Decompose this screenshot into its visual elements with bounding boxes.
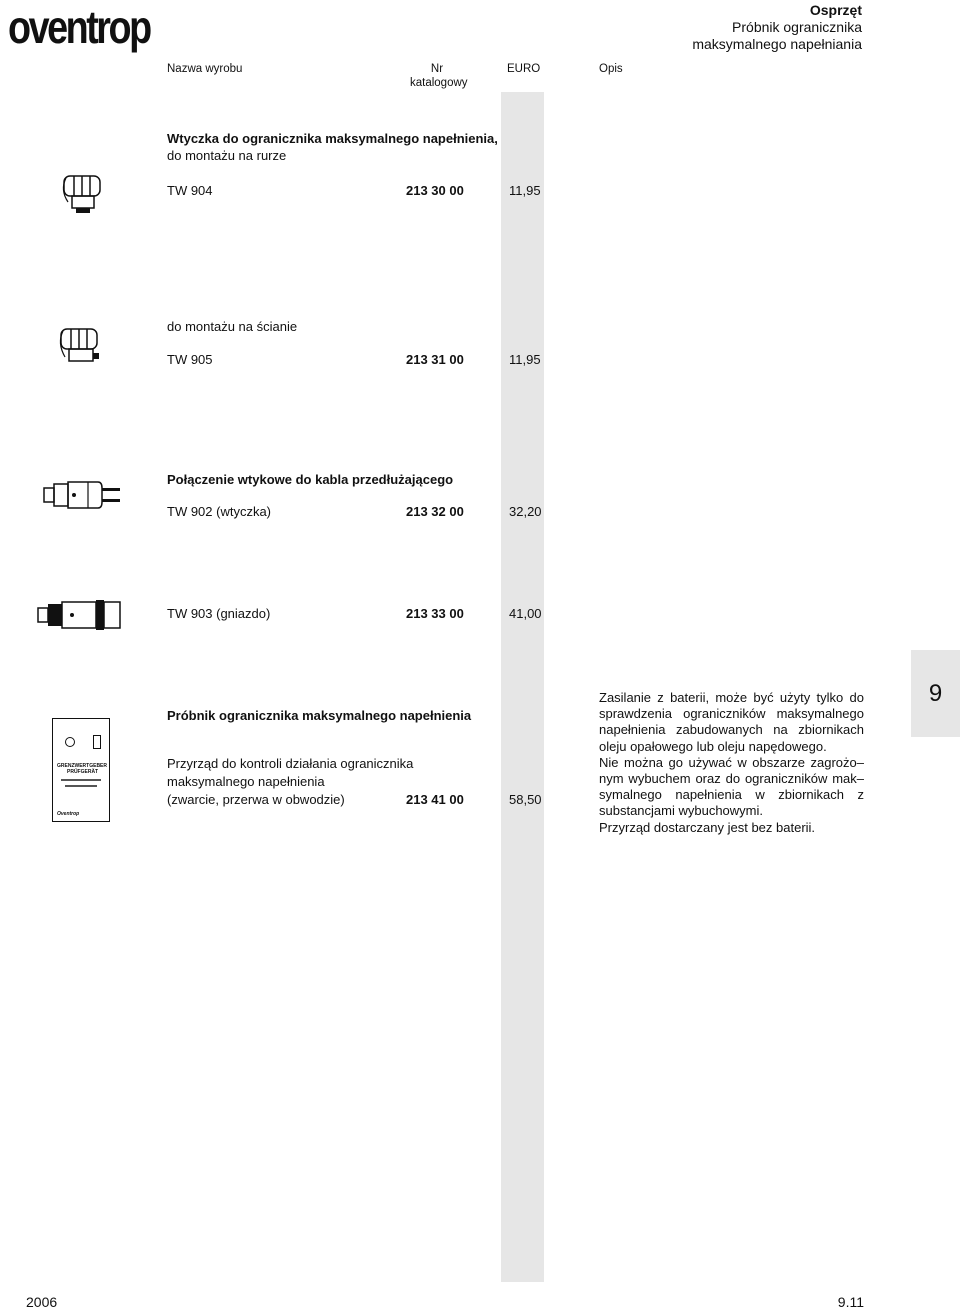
product-name: TW 904 (167, 183, 213, 198)
header-title-line2: Próbnik ogranicznika (732, 19, 862, 35)
product-catalog-number: 213 30 00 (406, 183, 464, 198)
product-notes (599, 690, 864, 836)
product-catalog-number: 213 31 00 (406, 352, 464, 367)
notes-paragraph: Przyrząd dostarczany jest bez baterii. (599, 819, 816, 835)
footer-page-number: 9.11 (837, 1294, 864, 1310)
column-header-euro: EURO (507, 63, 541, 75)
product-price: 58,50 (509, 792, 542, 807)
column-header-name: Nazwa wyrobu (167, 63, 243, 75)
product-heading: Próbnik ogranicznika maksymalnego napełnienia (167, 708, 472, 723)
product-heading: Wtyczka do ogranicznika maksymalnego napełnienia, (167, 131, 498, 146)
column-header-desc: Opis (599, 63, 623, 75)
price-column-band (501, 92, 544, 1282)
device-label-1: GRENZWERTGEBER (57, 763, 107, 769)
product-name: (zwarcie, przerwa w obwodzie) (167, 792, 345, 807)
product-catalog-number: 213 32 00 (406, 504, 464, 519)
notes-paragraph: Zasilanie z baterii, może być użyty tylko do sprawdzenia ograniczników maksymalnego napełnienia zabudowanych na zbiornikach oleju opałowego lub oleju napędowego. (599, 690, 864, 754)
plug-pipe-icon (58, 168, 108, 216)
product-price: 11,95 (509, 183, 541, 198)
product-subheading: do montażu na rurze (167, 148, 287, 163)
product-name: TW 905 (167, 352, 213, 367)
product-price: 41,00 (509, 606, 542, 621)
extension-plug-icon (42, 478, 124, 514)
product-price: 32,20 (509, 504, 542, 519)
product-catalog-number: 213 33 00 (406, 606, 464, 621)
device-text-line (65, 785, 97, 787)
device-text-line (61, 779, 101, 781)
indicator-lamp-icon (65, 737, 75, 747)
device-brand: Oventrop (57, 811, 80, 817)
header-title-line1: Osprzęt (809, 2, 862, 18)
product-price: 11,95 (509, 352, 541, 367)
tester-device-illustration (52, 718, 110, 822)
extension-socket-icon (36, 598, 124, 634)
product-name: TW 902 (wtyczka) (167, 504, 272, 519)
product-name: TW 903 (gniazdo) (167, 606, 271, 621)
page-header-title (692, 2, 862, 53)
device-label-2: PRÜFGERÄT (67, 769, 99, 775)
product-description-line: maksymalnego napełnienia (167, 774, 325, 789)
notes-paragraph: Nie można go używać w obszarze zagrożo– nym wybuchem oraz do ograniczników mak– symalnego napełnienia w zbiornikach z substancjami wybuchowymi. (599, 754, 864, 819)
product-subheading: do montażu na ścianie (167, 319, 298, 334)
product-catalog-number: 213 41 00 (406, 792, 464, 807)
header-title-line3: maksymalnego napełniania (692, 36, 862, 52)
product-description-line: Przyrząd do kontroli działania ogranicznika (167, 756, 414, 771)
section-tab: 9 (911, 650, 960, 737)
plug-wall-icon (55, 325, 105, 370)
brand-logo: oventrop (8, 1, 150, 53)
column-header-catalog: Nr katalogowy (410, 63, 468, 89)
footer-year: 2006 (26, 1294, 58, 1310)
product-heading: Połączenie wtykowe do kabla przedłużającego (167, 472, 454, 487)
connector-icon (93, 735, 101, 749)
